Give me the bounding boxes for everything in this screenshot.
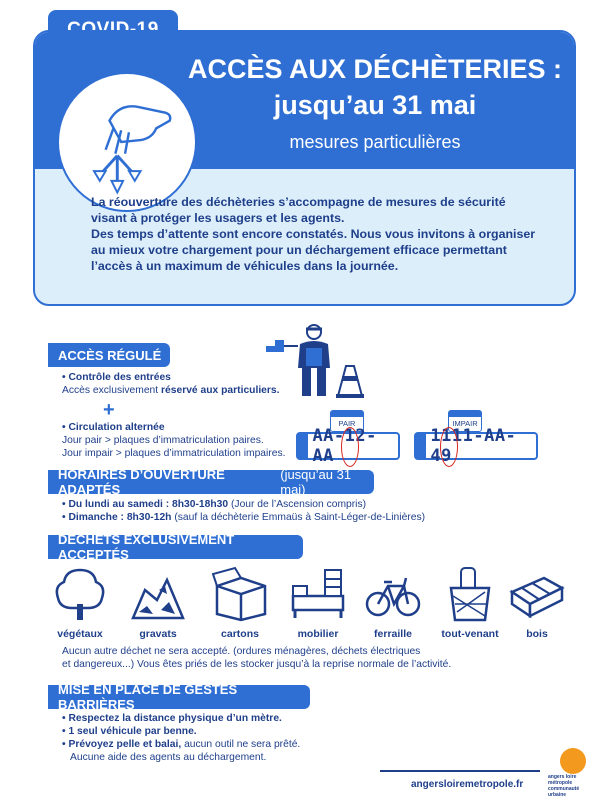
circulation-title: • Circulation alternée (62, 422, 165, 433)
tree-icon (51, 566, 109, 622)
section-gestes-label: MISE EN PLACE DE GESTES BARRIÈRES (58, 682, 238, 712)
plate-pair-number: AA-12-AA (312, 426, 377, 466)
acces-circulation (62, 421, 285, 460)
plate-impair (414, 426, 538, 466)
waste-label: bois (526, 628, 548, 640)
section-acces-title (48, 343, 170, 367)
gestes-line: • Prévoyez pelle et balai, (62, 739, 182, 750)
section-dechets-title (48, 532, 303, 562)
section-horaires-title (48, 467, 374, 497)
horaires-line1-note: (Jour de l’Ascension compris) (228, 499, 367, 510)
waste-label: mobilier (297, 628, 339, 640)
waste-item (123, 566, 193, 640)
dechets-note-line: et dangereux...) Vous êtes priés de les stocker jusqu’à la reprise normale de l’activité. (62, 659, 452, 670)
waste-item (205, 566, 275, 640)
waste-label: cartons (221, 628, 259, 640)
waste-item (283, 566, 353, 640)
logo-text: angers loire (548, 774, 577, 780)
gestes-line-note: aucun outil ne sera prêté. (181, 739, 301, 750)
footer-url[interactable]: angersloiremetropole.fr (411, 779, 524, 790)
hand-switch-icon (57, 72, 197, 212)
pallet-icon (508, 566, 566, 622)
main-title: ACCÈS AUX DÉCHÈTERIES : (187, 54, 563, 84)
intro-line: au mieux votre chargement pour un déchargement efficace permettant (91, 243, 507, 257)
bicycle-icon (364, 566, 422, 622)
gestes-line: • 1 seul véhicule par benne. (62, 726, 197, 737)
logo-text: métropole (548, 780, 573, 786)
bin-icon (441, 566, 499, 622)
waste-label: ferraille (374, 628, 412, 640)
intro-text (91, 194, 561, 274)
box-icon (211, 566, 269, 622)
waste-label: végétaux (57, 628, 103, 640)
eu-band (416, 434, 426, 458)
waste-item (432, 566, 508, 640)
logo-dot-icon (560, 748, 586, 774)
highlight-circle (341, 427, 359, 467)
jour-pair-text: Jour pair > plaques d’immatriculation paires. (62, 435, 264, 446)
highlight-circle (440, 427, 458, 467)
header-panel (33, 30, 576, 306)
section-horaires-note: (jusqu’au 31 mai) (280, 467, 352, 497)
angers-logo (548, 748, 592, 798)
waste-label: gravats (139, 628, 177, 640)
section-dechets-label: DÉCHETS EXCLUSIVEMENT ACCEPTÉS (58, 532, 235, 562)
dechets-note (62, 645, 451, 671)
horaires-line2: • Dimanche : 8h30-12h (62, 512, 172, 523)
logo-text: communauté urbaine (548, 786, 580, 798)
gestes-line: Aucune aide des agents au déchargement. (70, 752, 267, 763)
traffic-agent-icon (262, 322, 368, 400)
horaires-text (62, 498, 425, 524)
furniture-icon (289, 566, 347, 622)
gestes-text (62, 712, 300, 764)
waste-item (358, 566, 428, 640)
section-horaires-label: HORAIRES D’OUVERTURE ADAPTÉS (58, 467, 225, 497)
horaires-line2-note: (sauf la déchèterie Emmaüs à Saint-Léger-de-Linières) (171, 512, 426, 523)
section-acces-label: ACCÈS RÉGULÉ (58, 347, 162, 363)
intro-line: l’accès à un maximum de véhicules dans la journée. (91, 259, 399, 273)
waste-item (502, 566, 572, 640)
section-gestes-title (48, 682, 310, 712)
jour-impair-text: Jour impair > plaques d’immatriculation impaires. (62, 448, 286, 459)
plate-impair-label: IMPAIR (452, 419, 478, 428)
controle-text: Accès exclusivement (62, 385, 162, 396)
gestes-line: • Respectez la distance physique d’un mètre. (62, 713, 282, 724)
plate-pair-label: PAIR (338, 419, 356, 428)
intro-line: Des temps d’attente sont encore constatés. Nous vous invitons à organiser (91, 227, 536, 241)
plate-impair-number: 1111-AA-49 (430, 426, 517, 466)
acces-controle (62, 371, 280, 397)
horaires-line1: • Du lundi au samedi : 8h30-18h30 (62, 499, 229, 510)
controle-text-bold: réservé aux particuliers. (161, 385, 280, 396)
footer-divider (380, 770, 540, 772)
controle-title: • Contrôle des entrées (62, 372, 171, 383)
dechets-note-line: Aucun autre déchet ne sera accepté. (ordures ménagères, déchets électriques (62, 646, 421, 657)
intro-line: La réouverture des déchèteries s’accompagne de mesures de sécurité (91, 195, 506, 209)
main-subtitle: mesures particulières (289, 132, 461, 152)
waste-item (45, 566, 115, 640)
plus-sign: + (103, 399, 115, 421)
rubble-icon (129, 566, 187, 622)
waste-label: tout-venant (441, 628, 499, 640)
intro-line: visant à protéger les usagers et les agents. (91, 211, 345, 225)
eu-band (298, 434, 308, 458)
main-title-date: jusqu’au 31 mai (273, 90, 477, 120)
